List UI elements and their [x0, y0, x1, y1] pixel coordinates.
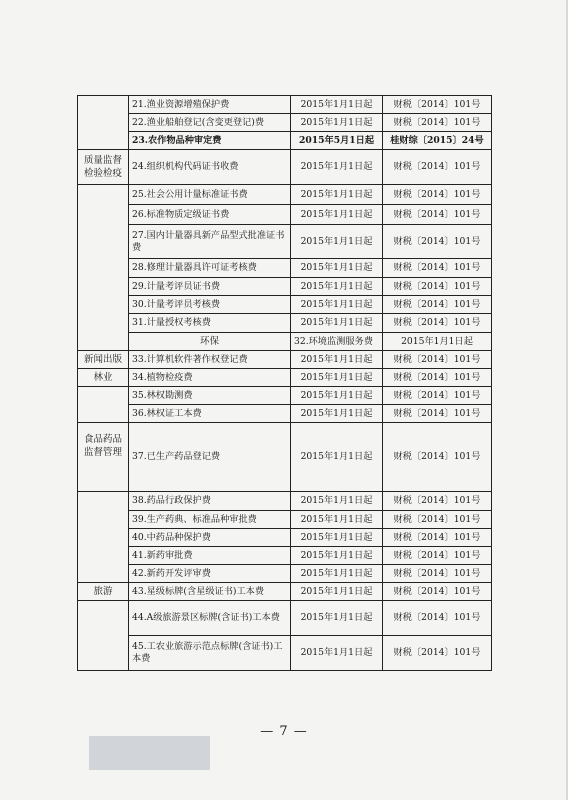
table-row [78, 314, 492, 333]
doc-cell: 财税〔2014〕101号 [383, 601, 492, 636]
dept-cell: 林业 [78, 369, 129, 387]
item-cell: 30.计量考评员考核费 [129, 296, 291, 314]
doc-cell: 财税〔2014〕101号 [383, 225, 492, 259]
doc-cell: 财税〔2014〕101号 [383, 114, 492, 132]
item-cell: 35.林权勘测费 [129, 387, 291, 405]
item-cell: 44.A级旅游景区标牌(含证书)工本费 [129, 601, 291, 636]
date-cell: 2015年1月1日起 [291, 492, 383, 511]
doc-cell: 财税〔2014〕101号 [383, 296, 492, 314]
doc-cell: 财税〔2014〕101号 [383, 565, 492, 583]
item-cell: 36.林权证工本费 [129, 405, 291, 423]
dept-cell: 旅游 [78, 583, 129, 601]
item-cell: 39.生产药典、标准品种审批费 [129, 511, 291, 529]
table-row [78, 387, 492, 405]
dept-cell [78, 387, 129, 423]
doc-cell: 财税〔2014〕101号 [383, 529, 492, 547]
date-cell: 2015年1月1日起 [291, 296, 383, 314]
date-cell: 2015年1月1日起 [291, 601, 383, 636]
item-cell: 24.组织机构代码证书收费 [129, 150, 291, 185]
date-cell: 2015年1月1日起 [291, 259, 383, 278]
dept-cell [78, 601, 129, 671]
doc-cell: 财税〔2014〕101号 [383, 405, 492, 423]
date-cell: 2015年1月1日起 [291, 150, 383, 185]
table-row [78, 278, 492, 296]
table-row [78, 351, 492, 369]
dept-cell [78, 185, 129, 351]
table-row [78, 369, 492, 387]
table-row [78, 636, 492, 671]
item-cell: 32.环境监测服务费 [291, 333, 383, 351]
table-row [78, 259, 492, 278]
table-row [78, 114, 492, 132]
item-cell: 29.计量考评员证书费 [129, 278, 291, 296]
item-cell: 41.新药审批费 [129, 547, 291, 565]
date-cell: 2015年1月1日起 [291, 314, 383, 333]
dept-cell: 质量监督检验检疫 [78, 150, 129, 185]
date-cell: 2015年1月1日起 [291, 529, 383, 547]
doc-cell: 财税〔2014〕101号 [383, 583, 492, 601]
table-row [78, 296, 492, 314]
table-row [78, 333, 492, 351]
doc-cell: 财税〔2014〕101号 [383, 492, 492, 511]
doc-cell: 财税〔2014〕101号 [383, 185, 492, 205]
item-cell: 33.计算机软件著作权登记费 [129, 351, 291, 369]
date-cell: 2015年1月1日起 [291, 405, 383, 423]
fee-table [77, 95, 492, 671]
date-cell: 2015年1月1日起 [291, 369, 383, 387]
date-cell: 2015年1月1日起 [291, 351, 383, 369]
table-row [78, 225, 492, 259]
item-cell: 26.标准物质定级证书费 [129, 205, 291, 225]
dept-cell: 环保 [129, 333, 291, 351]
doc-cell: 财税〔2014〕101号 [383, 278, 492, 296]
dept-cell [78, 492, 129, 583]
date-cell: 2015年1月1日起 [291, 225, 383, 259]
table-row [78, 583, 492, 601]
item-cell: 27.国内计量器具新产品型式批准证书费 [129, 225, 291, 259]
doc-cell: 财税〔2014〕101号 [383, 423, 492, 492]
date-cell: 2015年1月1日起 [291, 185, 383, 205]
table-row [78, 529, 492, 547]
date-cell: 2015年1月1日起 [291, 387, 383, 405]
table-row [78, 492, 492, 511]
item-cell: 37.已生产药品登记费 [129, 423, 291, 492]
redaction-block [89, 736, 210, 770]
doc-cell: 财税〔2014〕101号 [383, 369, 492, 387]
table-row [78, 565, 492, 583]
table-row [78, 185, 492, 205]
page-number: — 7 — [260, 724, 308, 739]
date-cell: 2015年1月1日起 [291, 636, 383, 671]
doc-cell: 财税〔2014〕101号 [383, 259, 492, 278]
date-cell: 2015年1月1日起 [291, 278, 383, 296]
doc-cell: 财税〔2014〕101号 [383, 636, 492, 671]
doc-cell: 财税〔2014〕101号 [383, 387, 492, 405]
item-cell: 40.中药品种保护费 [129, 529, 291, 547]
date-cell: 2015年1月1日起 [291, 423, 383, 492]
item-cell: 21.渔业资源增殖保护费 [129, 96, 291, 114]
item-cell: 31.计量授权考核费 [129, 314, 291, 333]
date-cell: 2015年5月1日起 [291, 132, 383, 150]
dept-cell: 新闻出版 [78, 351, 129, 369]
item-cell: 34.植物检疫费 [129, 369, 291, 387]
doc-cell: 财税〔2014〕101号 [383, 150, 492, 185]
item-cell: 43.星级标牌(含星级证书)工本费 [129, 583, 291, 601]
date-cell: 2015年1月1日起 [291, 205, 383, 225]
table-row [78, 150, 492, 185]
doc-cell: 财税〔2014〕101号 [383, 511, 492, 529]
table-row [78, 132, 492, 150]
table-row [78, 96, 492, 114]
dept-cell [78, 96, 129, 150]
item-cell: 28.修理计量器具许可证考核费 [129, 259, 291, 278]
table-row [78, 423, 492, 492]
doc-cell: 财税〔2014〕101号 [383, 547, 492, 565]
date-cell: 2015年1月1日起 [291, 114, 383, 132]
table-row [78, 547, 492, 565]
item-cell: 22.渔业船舶登记(含变更登记)费 [129, 114, 291, 132]
table-row [78, 205, 492, 225]
item-cell: 42.新药开发评审费 [129, 565, 291, 583]
date-cell: 2015年1月1日起 [383, 333, 492, 351]
table-row [78, 405, 492, 423]
doc-cell: 桂财综〔2015〕24号 [383, 132, 492, 150]
dept-cell: 食品药品监督管理 [78, 423, 129, 492]
date-cell: 2015年1月1日起 [291, 96, 383, 114]
item-cell: 23.农作物品种审定费 [129, 132, 291, 150]
date-cell: 2015年1月1日起 [291, 583, 383, 601]
doc-cell: 财税〔2014〕101号 [383, 96, 492, 114]
item-cell: 45.工农业旅游示范点标牌(含证书)工本费 [129, 636, 291, 671]
doc-cell: 财税〔2014〕101号 [383, 205, 492, 225]
doc-cell: 财税〔2014〕101号 [383, 314, 492, 333]
item-cell: 38.药品行政保护费 [129, 492, 291, 511]
date-cell: 2015年1月1日起 [291, 547, 383, 565]
date-cell: 2015年1月1日起 [291, 565, 383, 583]
table-row [78, 601, 492, 636]
table-row [78, 511, 492, 529]
item-cell: 25.社会公用计量标准证书费 [129, 185, 291, 205]
date-cell: 2015年1月1日起 [291, 511, 383, 529]
doc-cell: 财税〔2014〕101号 [383, 351, 492, 369]
